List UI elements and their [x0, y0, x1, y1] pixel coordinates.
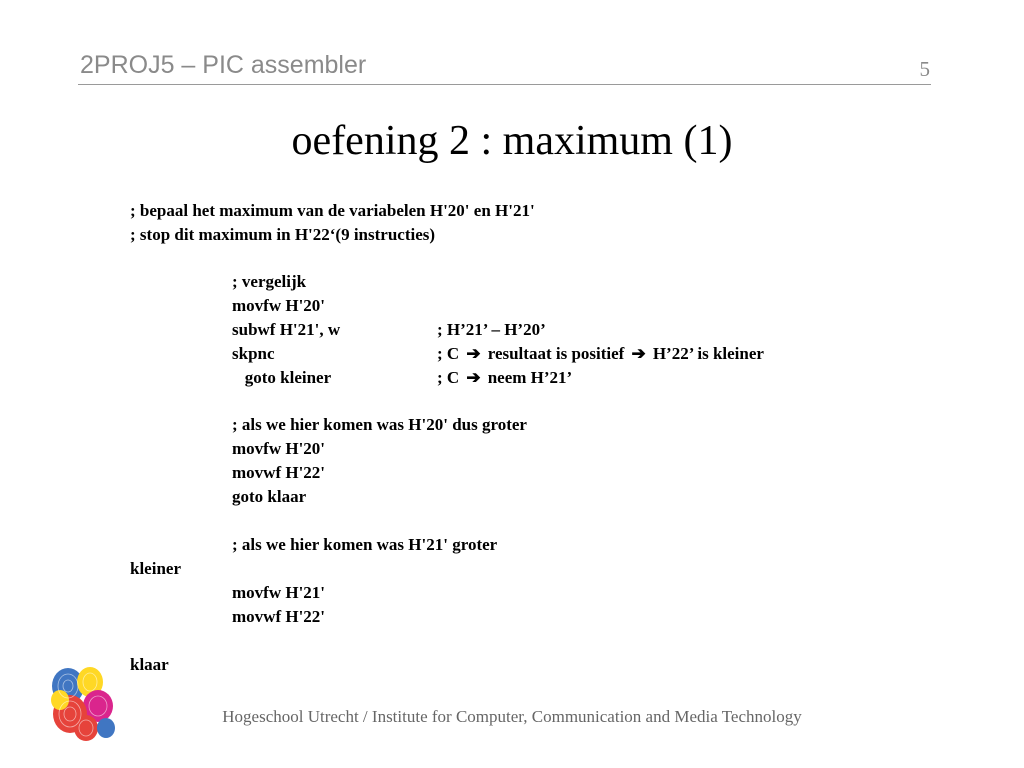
comment-text: H’22’ is kleiner	[652, 344, 764, 363]
code-comment-line: ; als we hier komen was H'20' dus groter	[232, 415, 527, 434]
code-instruction: movfw H'20'	[232, 296, 326, 315]
comment-text: resultaat is positief	[487, 344, 625, 363]
code-instruction: goto klaar	[232, 487, 307, 506]
code-instruction: movfw H'21'	[232, 583, 326, 602]
right-arrow-icon: ➔	[466, 344, 481, 363]
page-number: 5	[919, 57, 930, 81]
footer-institution: Hogeschool Utrecht / Institute for Computer, Communication and Media Technology	[222, 707, 802, 726]
slide-title: oefening 2 : maximum (1)	[291, 118, 733, 164]
comment-carry-label: ; C	[437, 344, 460, 363]
code-comment-line: ; bepaal het maximum van de variabelen H'20' en H'21'	[130, 201, 535, 220]
code-inline-comment: ; H’21’ – H’20’	[437, 320, 546, 339]
code-inline-comment	[437, 344, 764, 364]
comment-carry-label: ; C	[437, 368, 460, 387]
code-instruction: movwf H'22'	[232, 607, 326, 626]
hogeschool-utrecht-logo	[46, 662, 120, 744]
comment-text: neem H’21’	[487, 368, 573, 387]
code-instruction: subwf H'21', w	[232, 320, 341, 339]
code-label: kleiner	[130, 559, 181, 578]
right-arrow-icon: ➔	[631, 344, 646, 363]
presentation-title: 2PROJ5 – PIC assembler	[80, 51, 367, 79]
code-label: klaar	[130, 655, 169, 674]
code-comment-line: ; als we hier komen was H'21' groter	[232, 535, 498, 554]
code-instruction: skpnc	[232, 344, 275, 363]
code-comment-line: ; vergelijk	[232, 272, 307, 291]
right-arrow-icon: ➔	[466, 368, 481, 387]
code-instruction: movfw H'20'	[232, 439, 326, 458]
code-comment-line: ; stop dit maximum in H'22‘(9 instructies)	[130, 225, 436, 244]
code-inline-comment	[437, 368, 572, 388]
code-instruction: goto kleiner	[232, 368, 332, 387]
code-instruction: movwf H'22'	[232, 463, 326, 482]
